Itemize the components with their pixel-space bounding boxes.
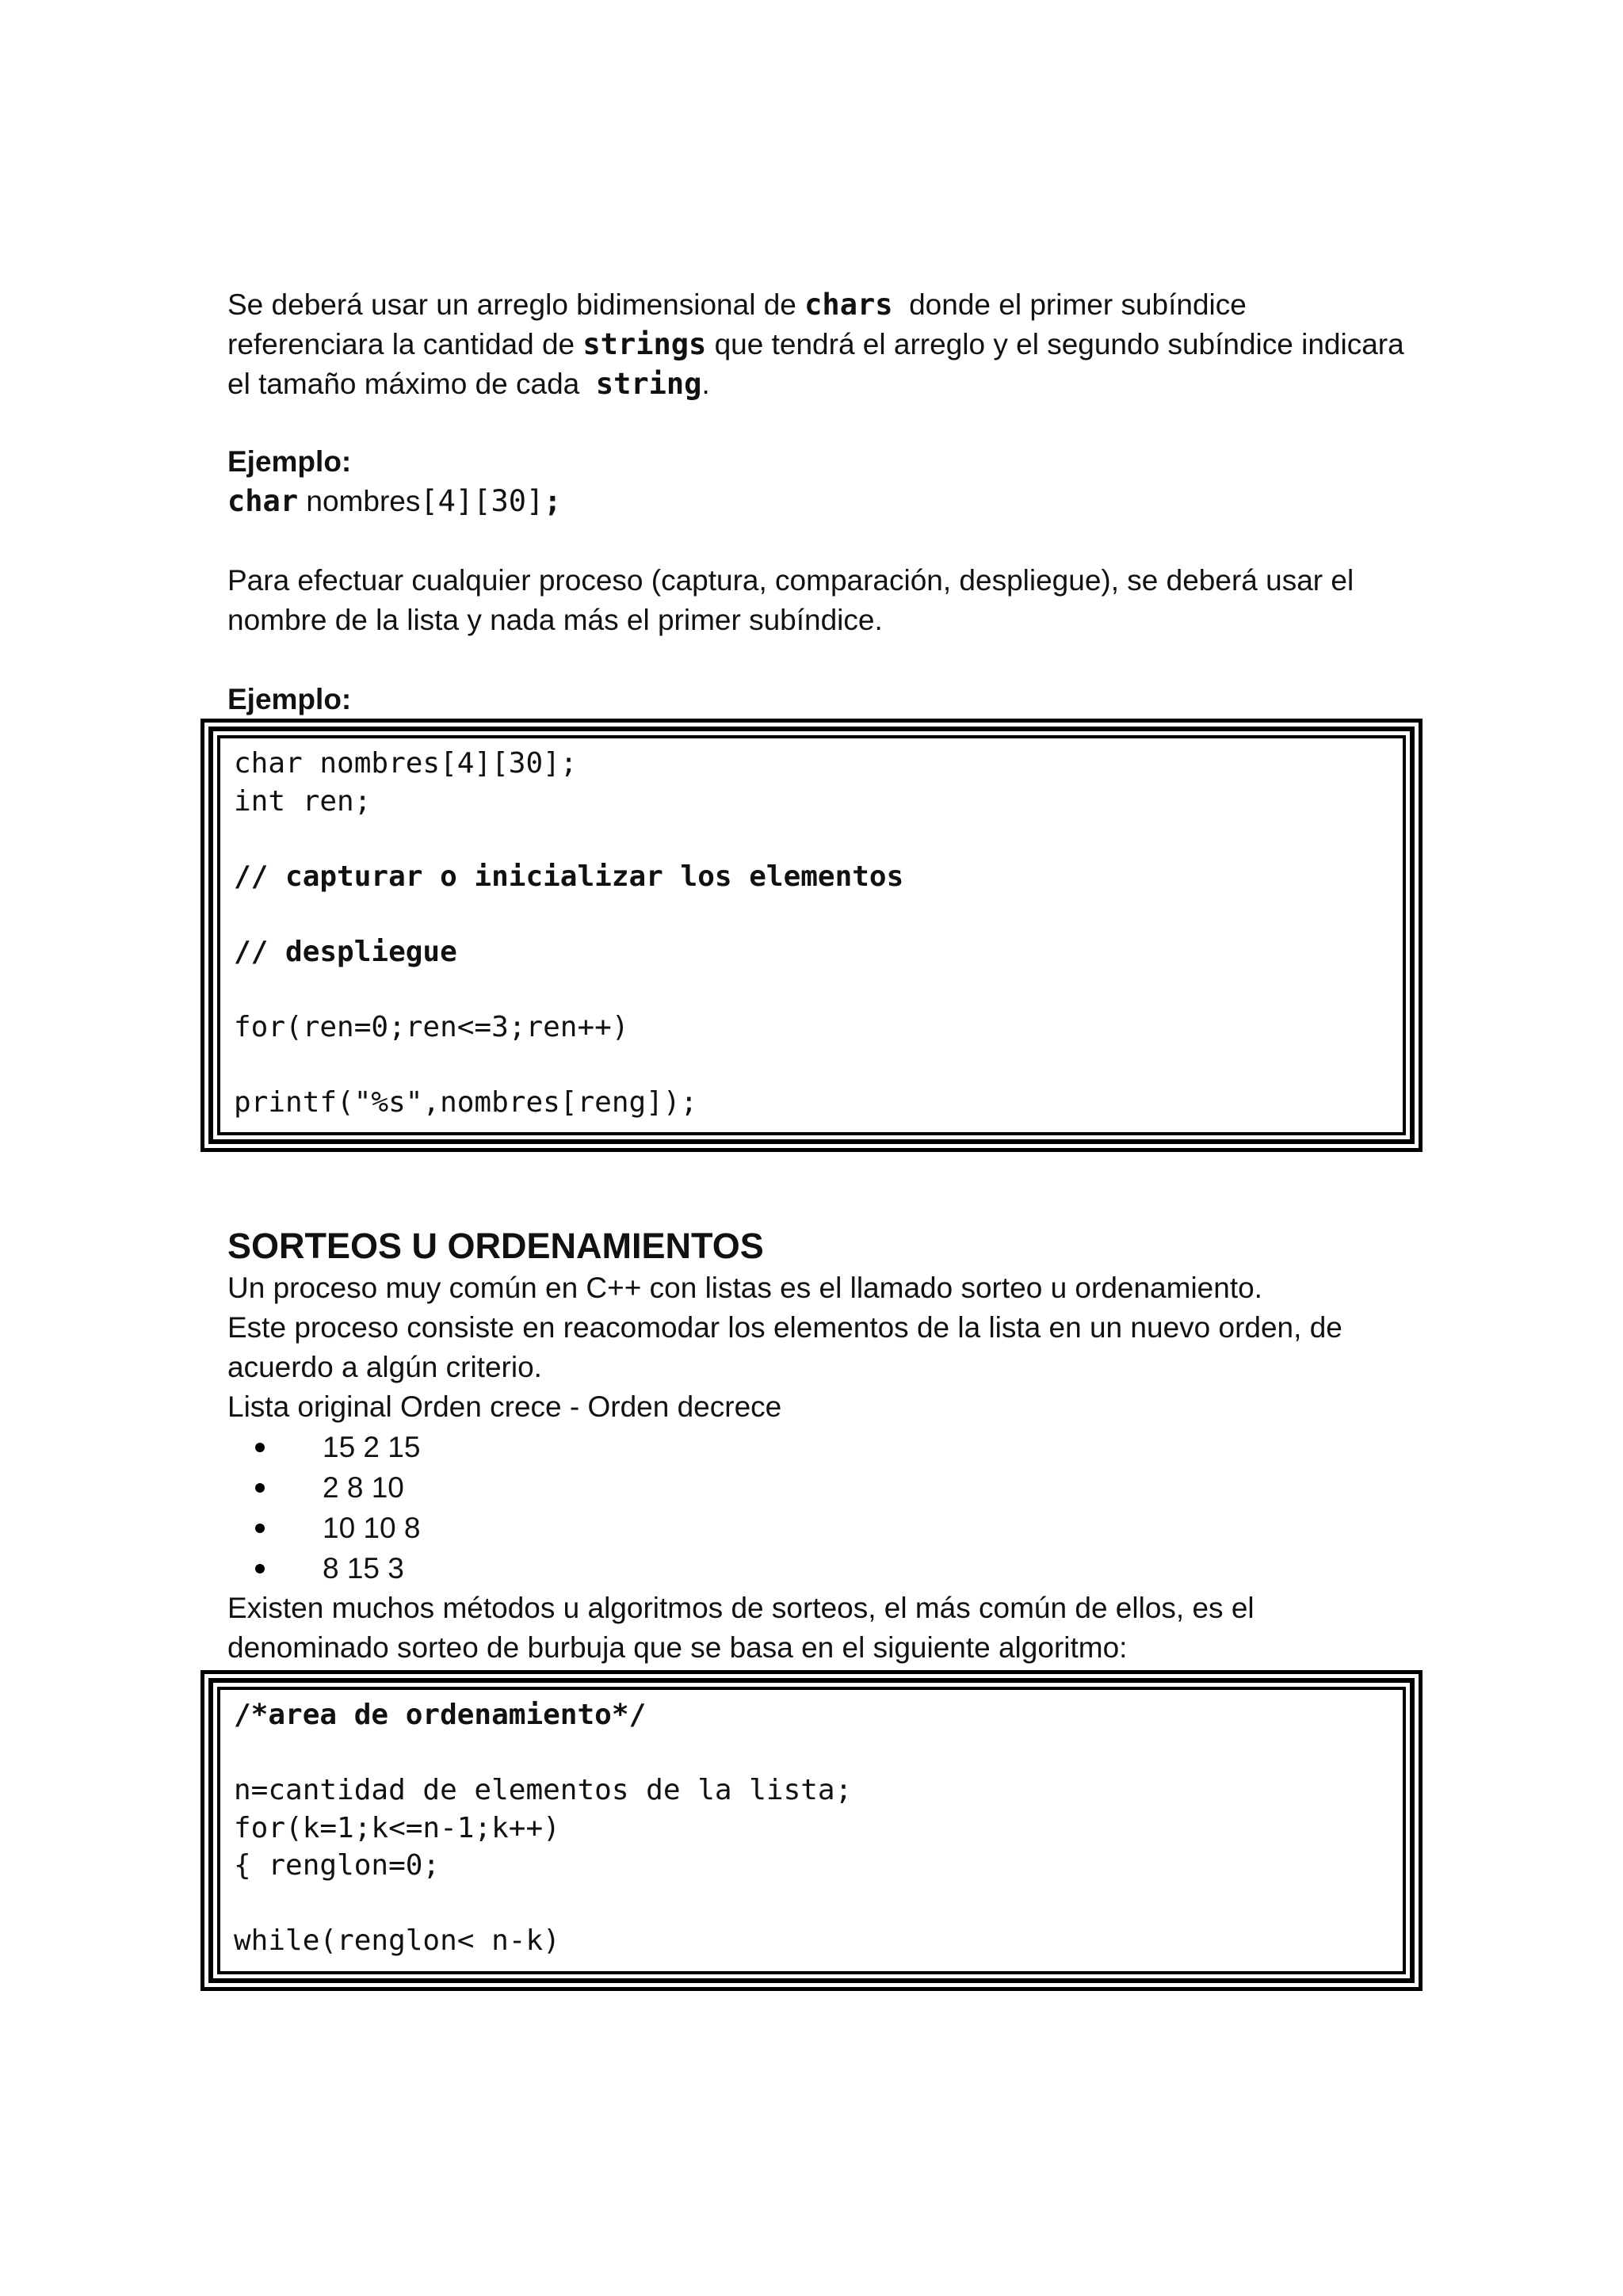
- sorting-para: Este proceso consiste en reacomodar los elementos de la lista en un nuevo orden, de: [227, 1311, 1342, 1344]
- list-item: 2 8 10: [323, 1467, 1416, 1508]
- document-page: [227, 285, 1416, 719]
- code-box-sort: [200, 1670, 1423, 1991]
- declaration-semicolon: ;: [544, 484, 562, 518]
- code-comment: // despliegue: [234, 935, 457, 968]
- section-heading: SORTEOS U ORDENAMIENTOS: [227, 1226, 764, 1266]
- code-box-display: [200, 719, 1423, 1152]
- code-line: n=cantidad de elementos de la lista;: [234, 1774, 853, 1806]
- example-label-1: Ejemplo:: [227, 445, 352, 478]
- sorting-para: Un proceso muy común en C++ con listas es el llamado sorteo u ordenamiento.: [227, 1272, 1262, 1304]
- intro-text: que tendrá el arreglo y el segundo subíndice indicara: [706, 328, 1404, 360]
- intro-line-3: [227, 364, 1416, 404]
- inline-code-chars: chars: [804, 288, 893, 322]
- code-line: int ren;: [234, 784, 372, 818]
- process-para-line-2: nombre de la lista y nada más el primer subíndice.: [227, 604, 883, 636]
- code-comment: // capturar o inicializar los elementos: [234, 860, 904, 893]
- keyword-char: char: [227, 484, 299, 518]
- intro-text: referenciara la cantidad de: [227, 328, 583, 360]
- sorting-section: [227, 1224, 1416, 1668]
- intro-text: donde el primer subíndice: [892, 288, 1247, 321]
- code-line: while(renglon< n-k): [234, 1924, 560, 1957]
- list-item: 8 15 3: [323, 1548, 1416, 1589]
- declaration-name: nombres: [298, 485, 421, 517]
- sorting-para: denominado sorteo de burbuja que se basa en el siguiente algoritmo:: [227, 1631, 1128, 1664]
- code-line: printf("%s",nombres[reng]);: [234, 1085, 698, 1119]
- intro-text: Se deberá usar un arreglo bidimensional de: [227, 288, 805, 321]
- code-line: for(k=1;k<=n-1;k++): [234, 1811, 560, 1844]
- declaration-dims: [4][30]: [420, 484, 544, 518]
- intro-line-2: [227, 325, 1416, 364]
- intro-text: .: [701, 368, 710, 400]
- inline-code-string: string: [595, 367, 702, 401]
- order-list: [227, 1427, 1416, 1589]
- code-line: { renglon=0;: [234, 1849, 441, 1882]
- code-line: char nombres[4][30];: [234, 747, 578, 780]
- code-comment: /*area de ordenamiento*/: [234, 1699, 647, 1731]
- intro-line-1: [227, 285, 1416, 325]
- list-item: 10 10 8: [323, 1508, 1416, 1548]
- sorting-para: Lista original Orden crece - Orden decrece: [227, 1390, 782, 1423]
- example-declaration: [227, 482, 1416, 521]
- process-para-line-1: Para efectuar cualquier proceso (captura, comparación, despliegue), se deberá usar el: [227, 564, 1354, 597]
- list-item: 15 2 15: [323, 1427, 1416, 1467]
- example-label-2: Ejemplo:: [227, 683, 352, 715]
- code-line: for(ren=0;ren<=3;ren++): [234, 1010, 629, 1043]
- inline-code-strings: strings: [582, 327, 707, 361]
- sorting-para: acuerdo a algún criterio.: [227, 1351, 542, 1383]
- intro-text: el tamaño máximo de cada: [227, 368, 596, 400]
- sorting-para: Existen muchos métodos u algoritmos de sorteos, el más común de ellos, es el: [227, 1592, 1254, 1624]
